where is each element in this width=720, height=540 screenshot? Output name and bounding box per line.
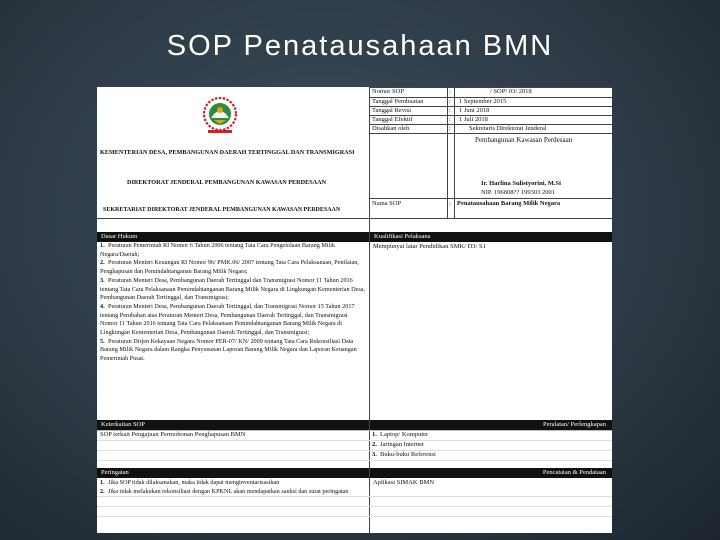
sop-document: KEMENTERIAN DESA, PEMBANGUNAN DAERAH TERTINGGAL DAN TRANSMIGRASI DIREKTORAT JENDERAL PEMBANGUNAN KAWASAN PERDESAAN SEKRETARIAT DIREKTORAT JENDERAL PEMBANGUNAN KAWASAN PERDESAAN Nomor SOP : / SOP/ 03/ 2018 Tanggal Pembuatan : 1 September 2015 Tanggal Revisi : 1 Juni 2018 Tanggal Efektif : 1 Juli 2018 Disahkan oleh : Sekretaris Direktorat Jenderal Pembangunan Kawasan Perdesaan Ir. Harlina Sulistyorini, M.Si NIP. 196808?? 199303 2001 Nama SOP : Penatausahaan Barang Milik Negara Dasar Hukum Kualifikasi Pelaksana 1. Peraturan Pemerintah RI Nomor 6 Tahun 2006 tentang Tata Cara Pengelolaan Barang Milik Negara/Daerah; 2. Peraturan Menteri Keuangan RI Nomor 96/ PMK.06/ 2007 tentang Tata Cara Pelaksanaan, Penilaian, Penghapusan dan Pemindahtanganan Barang Milik Negara; 3. Peraturan Menteri Desa, Pembangunan Daerah Tertinggal dan Transmigrasi Nomor 11 Tahun 2016 tentang Tata Cara Pelaksanaan Pemindahtanganan Barang Milik Negara di Lingkungan Kementerian Desa, Pembangunan Daerah Tertinggal, dan Transmigrasi; 4. Peraturan Menteri Desa, Pembangunan Daerah Tertinggal, dan Transmigrasi Nomor 15 Tahun 2017 tentang Perubahan atas Peraturan Menteri Desa, Pembangunan Daerah Tertinggal, dan Transmigrasi Nomor 11 Tahun 2016 tentang Tata Cara Pelaksanaan Pemindahtanganan Barang Milik Negara di Lingkungan Kementerian Desa, Pembangunan Daerah Tertinggal, dan Transmigrasi; 5. Peraturan Dirjen Kekayaan Negara Nomor PER-07/ KN/ 2009 tentang Tata Cara Rekonsiliasi Data Barang Milik Negara dalam Rangka Penyusunan Laporan Barang Milik Negara dan Laporan Keuangan Pemerintah Pusat. Mempunyai latar Pendidikan SMK/ D3/ S1 Keterkaitan SOP Peralatan/ Perlengkapan SOP terkait Pengajuan Permohonan Penghapusan BMN 1. Laptop/ Komputer 2. Jaringan Internet 3. Buku-buku Referensi Peringatan Pencatatan & Pendataan 1. Jika SOP tidak dilaksanakan, maka tidak dapat menginventarisasikan 2. Jika tidak melakukan rekonsiliasi dengan KPKNL akan mendapatkan sanksi dan surat peringatan Aplikasi SIMAK BMN xyxy=(97,87,612,533)
slide-title: SOP Penatausahaan BMN xyxy=(166,30,554,62)
peralatan-item: 2. Jaringan Internet xyxy=(372,441,424,448)
kualifikasi-text: Mempunyai latar Pendidikan SMK/ D3/ S1 xyxy=(373,243,486,250)
meta-value-nomor: / SOP/ 03/ 2018 xyxy=(490,88,532,95)
meta-value-revisi: 1 Juni 2018 xyxy=(459,107,490,114)
keterkaitan-title: Keterkaitan SOP xyxy=(97,420,369,430)
dasar-hukum-item: 2. Peraturan Menteri Keuangan RI Nomor 96/ PMK.06/ 2007 tentang Tata Cara Pelaksanaan, Penilaian, Penghapusan dan Pemindahtanganan Barang Milik Negara; xyxy=(100,259,359,276)
meta-label-efektif: Tanggal Efektif xyxy=(372,116,413,123)
meta-value-efektif: 1 Juli 2018 xyxy=(459,116,488,123)
pencatatan-text: Aplikasi SIMAK BMN xyxy=(373,479,435,486)
dasar-hukum-item: 4. Peraturan Menteri Desa, Pembangunan Daerah Tertinggal, dan Transmigrasi Nomor 15 Tahun 2017 tentang Perubahan atas Peraturan Menteri Desa, Pembangunan Daerah Tertinggal, dan Transmigrasi Nomor 11 Tahun 2016 tentang Tata Cara Pelaksanaan Pemindahtanganan Barang Milik Negara di Lingkungan Kementerian Desa, Pembangunan Daerah Tertinggal, dan Transmigrasi; xyxy=(100,302,355,337)
sop-name-value: Penatausahaan Barang Milik Negara xyxy=(457,200,561,207)
meta-label-nomor: Nomor SOP xyxy=(372,88,404,95)
peralatan-title: Peralatan/ Perlengkapan xyxy=(370,420,612,430)
meta-label-pembuatan: Tanggal Pembuatan xyxy=(372,98,424,105)
peringatan-title: Peringatan xyxy=(97,468,369,478)
meta-value-pembuatan: 1 September 2015 xyxy=(459,98,507,105)
ministry-logo-icon xyxy=(195,94,245,138)
ministry-name: KEMENTERIAN DESA, PEMBANGUNAN DAERAH TERTINGGAL DAN TRANSMIGRASI xyxy=(100,149,355,156)
approver-unit: Pembangunan Kawasan Perdesaan xyxy=(475,136,573,144)
approver-nip: NIP. 196808?? 199303 2001 xyxy=(481,189,556,196)
approver-name: Ir. Harlina Sulistyorini, M.Si xyxy=(481,180,561,187)
peralatan-item: 3. Buku-buku Referensi xyxy=(372,451,436,458)
meta-label-disahkan: Disahkan oleh xyxy=(372,125,410,132)
dasar-hukum-item: 5. Peraturan Dirjen Kekayaan Negara Nomor PER-07/ KN/ 2009 tentang Tata Cara Rekonsiliasi Data Barang Milik Negara dalam Rangka Penyusunan Laporan Barang Milik Negara dan Laporan Keuangan Pemerintah Pusat. xyxy=(100,337,357,363)
kualifikasi-title: Kualifikasi Pelaksana xyxy=(370,232,612,242)
sop-name-label: Nama SOP xyxy=(372,200,402,207)
directorate-general-name: DIREKTORAT JENDERAL PEMBANGUNAN KAWASAN PERDESAAN xyxy=(127,179,327,186)
pencatatan-title: Pencatatan & Pendataan xyxy=(370,468,612,478)
peringatan-item: 2. Jika tidak melakukan rekonsiliasi dengan KPKNL akan mendapatkan sanksi dan surat peringatan xyxy=(100,487,349,495)
dasar-hukum-item: 3. Peraturan Menteri Desa, Pembangunan Daerah Tertinggal dan Transmigrasi Nomor 11 Tahun 2016 tentang Tata Cara Pelaksanaan Pemindahtanganan Barang Milik Negara di Lingkungan Kementerian Desa, Pembangunan Daerah Tertinggal, dan Transmigrasi; xyxy=(100,276,366,302)
dasar-hukum-item: 1. Peraturan Pemerintah RI Nomor 6 Tahun 2006 tentang Tata Cara Pengelolaan Barang Milik Negara/Daerah; xyxy=(100,242,336,258)
dasar-hukum-title: Dasar Hukum xyxy=(97,232,369,242)
meta-label-revisi: Tanggal Revisi xyxy=(372,107,412,114)
keterkaitan-text: SOP terkait Pengajuan Permohonan Penghapusan BMN xyxy=(100,431,246,438)
dasar-hukum-list xyxy=(100,242,366,364)
peringatan-item: 1. Jika SOP tidak dilaksanakan, maka tidak dapat menginventarisasikan xyxy=(100,479,280,486)
peringatan-list xyxy=(100,479,366,496)
peralatan-item: 1. Laptop/ Komputer xyxy=(372,431,429,438)
meta-value-disahkan: Sekretaris Direktorat Jenderal xyxy=(469,125,547,132)
secretariat-name: SEKRETARIAT DIREKTORAT JENDERAL PEMBANGUNAN KAWASAN PERDESAAN xyxy=(103,207,341,213)
